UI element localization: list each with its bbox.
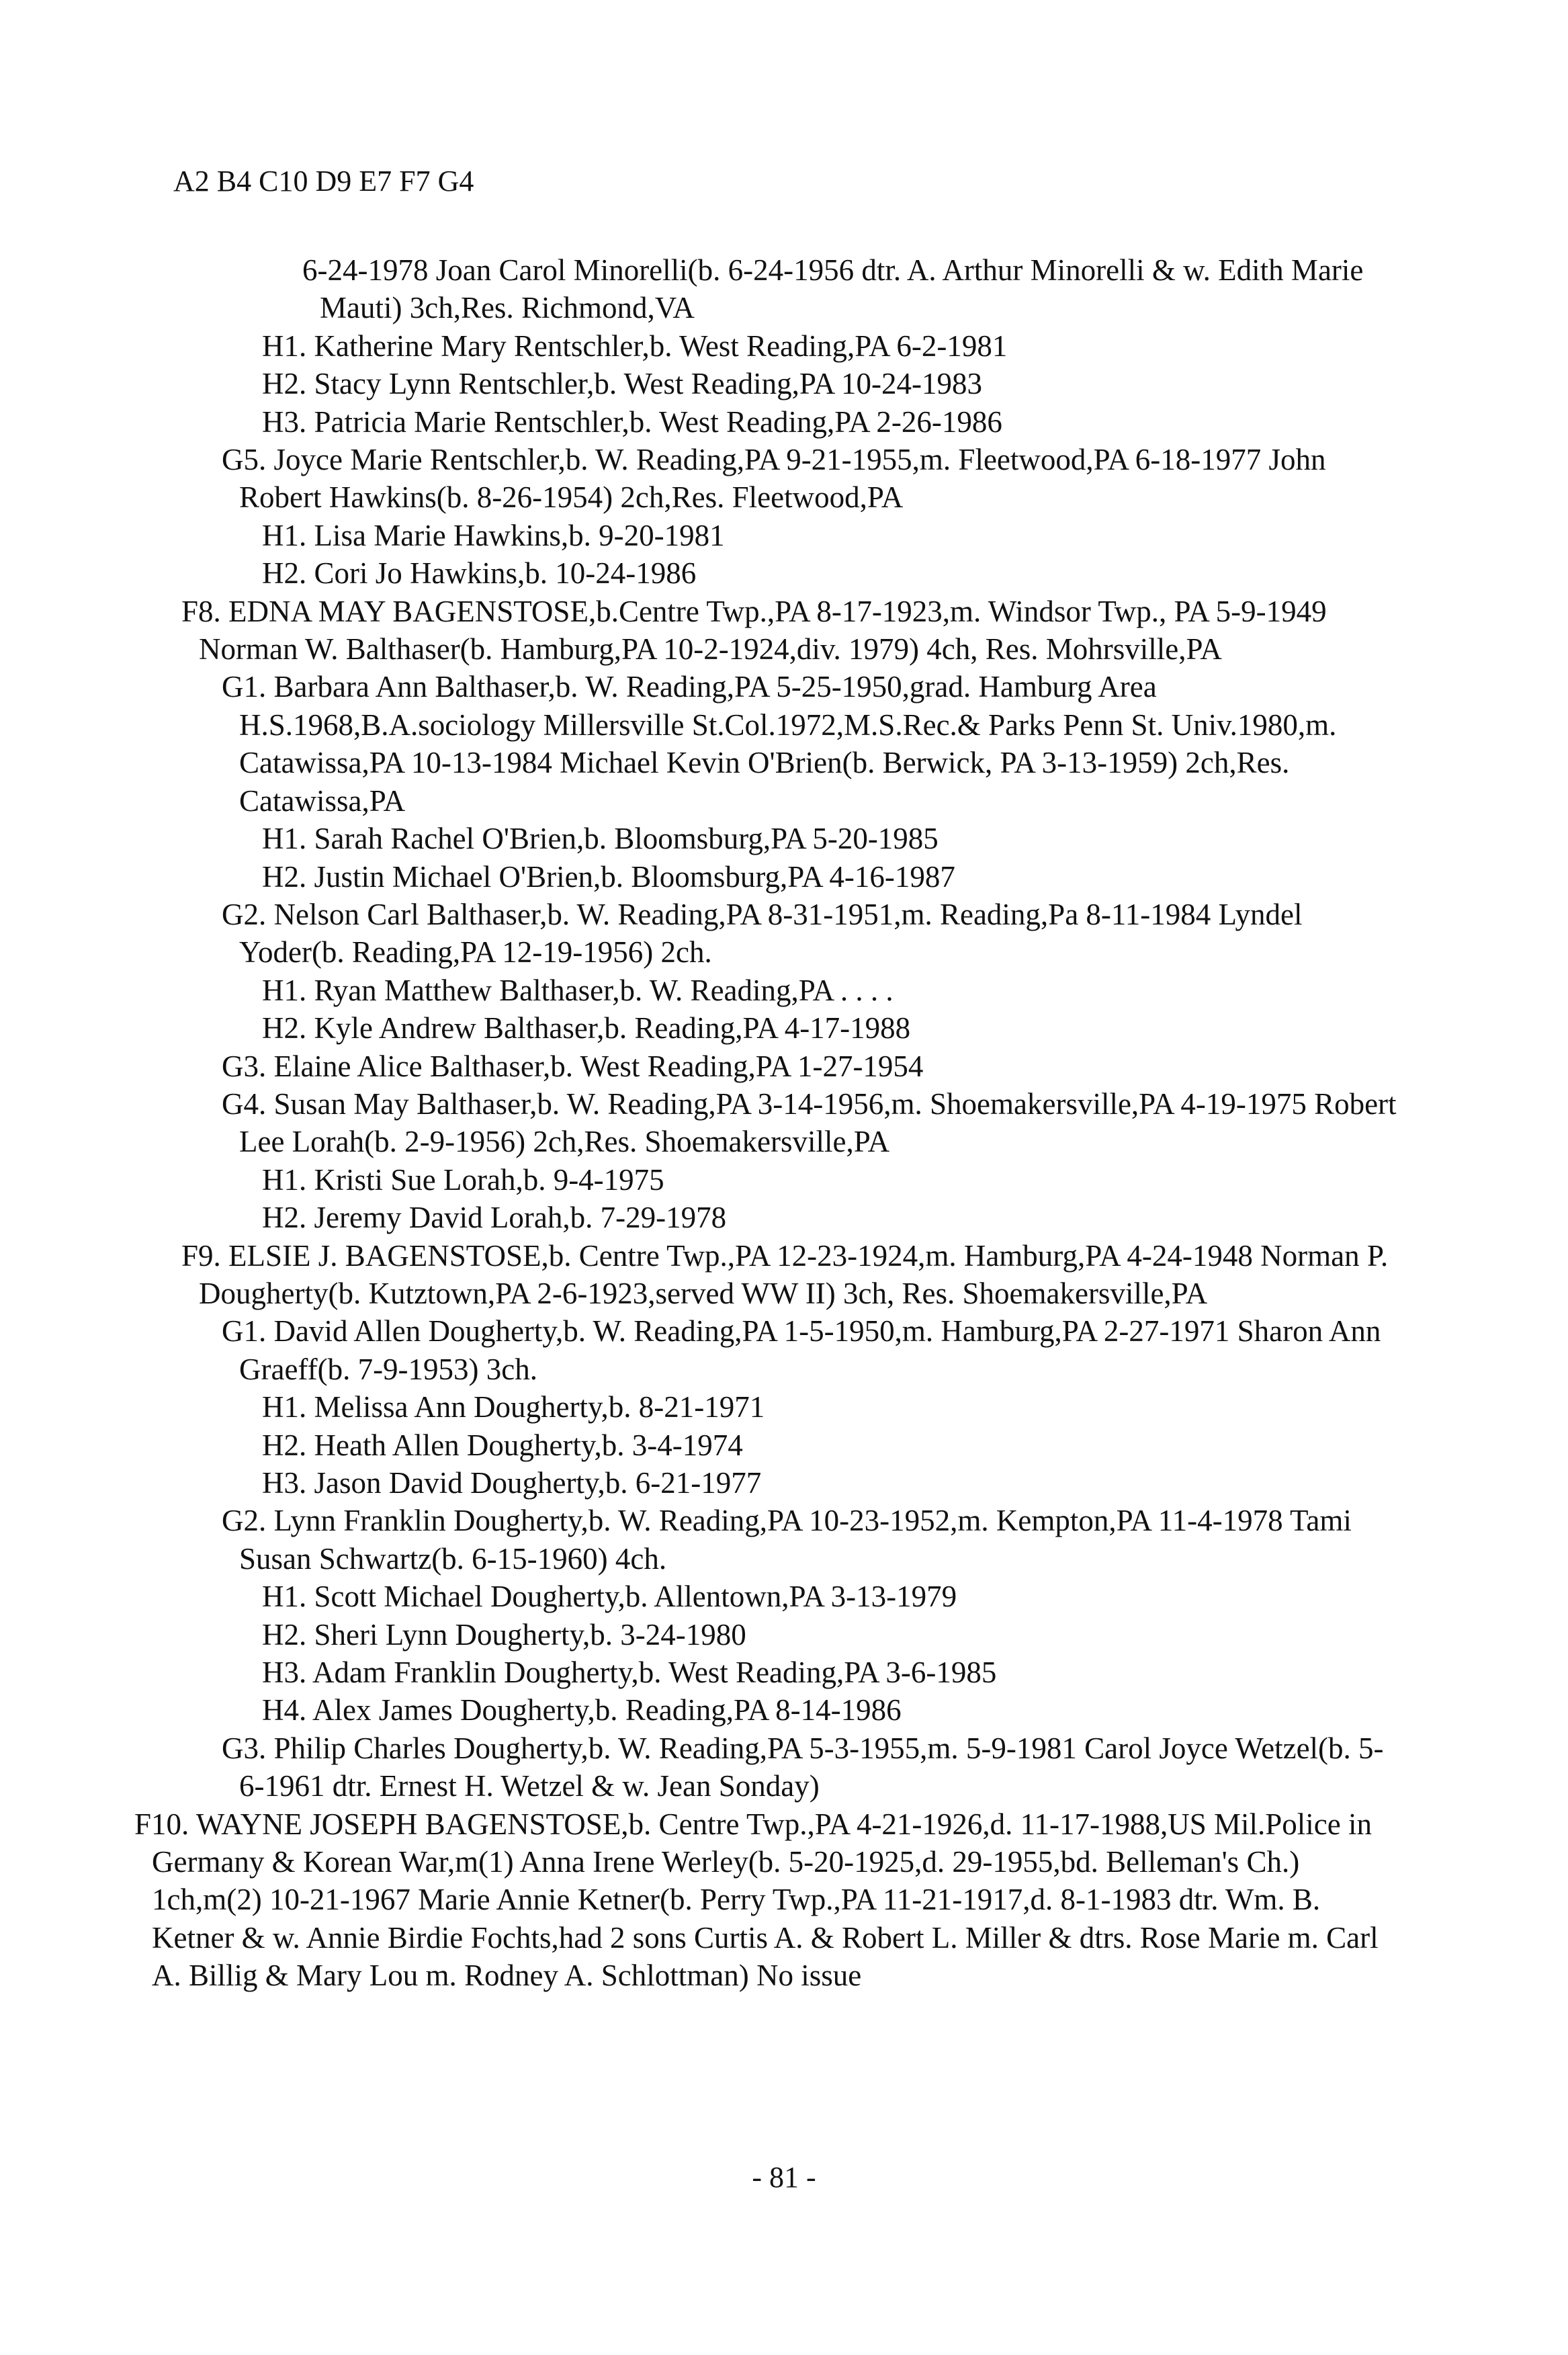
entry-g1: G1. David Allen Dougherty,b. W. Reading,PA 1-5-1950,m. Hamburg,PA 2-27-1971 Sharon Ann Graeff(b. 7-9-1953) 3ch. (222, 1314, 1381, 1386)
entry-h2: H2. Cori Jo Hawkins,b. 10-24-1986 (262, 556, 697, 591)
entry-g1: G1. Barbara Ann Balthaser,b. W. Reading,PA 5-25-1950,grad. Hamburg Area H.S.1968,B.A.sociology Millersville St.Col.1972,M.S.Rec.& Parks Penn St. Univ.1980,m. Catawissa,PA 10-13-1984 Michael Kevin O'Brien(b. Berwick, PA 3-13-1959) 2ch,Res. Catawissa,PA (222, 670, 1337, 818)
genealogy-entries (134, 251, 1397, 1995)
entry-f8: F8. EDNA MAY BAGENSTOSE,b.Centre Twp.,PA 8-17-1923,m. Windsor Twp., PA 5-9-1949 Norman W. Balthaser(b. Hamburg,PA 10-2-1924,div. 1979) 4ch, Res. Mohrsville,PA (181, 594, 1327, 667)
entry-f10: F10. WAYNE JOSEPH BAGENSTOSE,b. Centre Twp.,PA 4-21-1926,d. 11-17-1988,US Mil.Police in Germany & Korean War,m(1) Anna Irene Werley(b. 5-20-1925,d. 29-1955,bd. Belleman's Ch.) 1ch,m(2) 10-21-1967 Marie Annie Ketner(b. Perry Twp.,PA 11-21-1917,d. 8-1-1983 dtr. Wm. B. Ketner & w. Annie Birdie Fochts,had 2 sons Curtis A. & Robert L. Miller & dtrs. Rose Marie m. Carl A. Billig & Mary Lou m. Rodney A. Schlottman) No issue (134, 1807, 1379, 1993)
entry-h2: H2. Heath Allen Dougherty,b. 3-4-1974 (262, 1428, 743, 1462)
entry-h1: H1. Sarah Rachel O'Brien,b. Bloomsburg,PA 5-20-1985 (262, 822, 939, 856)
entry-g4: G4. Susan May Balthaser,b. W. Reading,PA 3-14-1956,m. Shoemakersville,PA 4-19-1975 Robert Lee Lorah(b. 2-9-1956) 2ch,Res. Shoemakersville,PA (222, 1086, 1397, 1159)
entry-h3: H3. Jason David Dougherty,b. 6-21-1977 (262, 1466, 762, 1500)
entry-h3: H3. Adam Franklin Dougherty,b. West Reading,PA 3-6-1985 (262, 1656, 997, 1690)
lineage-header: A2 B4 C10 D9 E7 F7 G4 (173, 165, 474, 198)
entry-g3: G3. Elaine Alice Balthaser,b. West Reading,PA 1-27-1954 (222, 1049, 924, 1083)
entry-h1: H1. Melissa Ann Dougherty,b. 8-21-1971 (262, 1390, 765, 1424)
entry-h2: H2. Stacy Lynn Rentschler,b. West Reading,PA 10-24-1983 (262, 367, 983, 401)
page-number: - 81 - (752, 2161, 816, 2194)
entry-h2: H2. Kyle Andrew Balthaser,b. Reading,PA 4-17-1988 (262, 1011, 911, 1045)
entry-continuation: 6-24-1978 Joan Carol Minorelli(b. 6-24-1956 dtr. A. Arthur Minorelli & w. Edith Marie Mauti) 3ch,Res. Richmond,VA (302, 253, 1364, 325)
entry-h2: H2. Sheri Lynn Dougherty,b. 3-24-1980 (262, 1617, 746, 1652)
entry-h2: H2. Jeremy David Lorah,b. 7-29-1978 (262, 1201, 727, 1235)
entry-h3: H3. Patricia Marie Rentschler,b. West Reading,PA 2-26-1986 (262, 404, 1002, 439)
entry-f9: F9. ELSIE J. BAGENSTOSE,b. Centre Twp.,PA 12-23-1924,m. Hamburg,PA 4-24-1948 Norman P. Dougherty(b. Kutztown,PA 2-6-1923,served WW II) 3ch, Res. Shoemakersville,PA (181, 1238, 1389, 1310)
entry-h1: H1. Lisa Marie Hawkins,b. 9-20-1981 (262, 518, 725, 552)
entry-h1: H1. Scott Michael Dougherty,b. Allentown,PA 3-13-1979 (262, 1580, 957, 1614)
entry-g3: G3. Philip Charles Dougherty,b. W. Reading,PA 5-3-1955,m. 5-9-1981 Carol Joyce Wetzel(b. 5-6-1961 dtr. Ernest H. Wetzel & w. Jean Sonday) (222, 1731, 1384, 1803)
entry-g2: G2. Lynn Franklin Dougherty,b. W. Reading,PA 10-23-1952,m. Kempton,PA 11-4-1978 Tami Susan Schwartz(b. 6-15-1960) 4ch. (222, 1504, 1352, 1576)
entry-h4: H4. Alex James Dougherty,b. Reading,PA 8-14-1986 (262, 1693, 902, 1727)
entry-h1: H1. Kristi Sue Lorah,b. 9-4-1975 (262, 1162, 664, 1197)
entry-h2: H2. Justin Michael O'Brien,b. Bloomsburg,PA 4-16-1987 (262, 859, 955, 894)
entry-h1: H1. Ryan Matthew Balthaser,b. W. Reading,PA . . . . (262, 973, 894, 1007)
entry-g5: G5. Joyce Marie Rentschler,b. W. Reading,PA 9-21-1955,m. Fleetwood,PA 6-18-1977 John Robert Hawkins(b. 8-26-1954) 2ch,Res. Fleetwood,PA (222, 443, 1326, 515)
entry-h1: H1. Katherine Mary Rentschler,b. West Reading,PA 6-2-1981 (262, 329, 1008, 363)
entry-g2: G2. Nelson Carl Balthaser,b. W. Reading,PA 8-31-1951,m. Reading,Pa 8-11-1984 Lyndel Yoder(b. Reading,PA 12-19-1956) 2ch. (222, 897, 1303, 970)
